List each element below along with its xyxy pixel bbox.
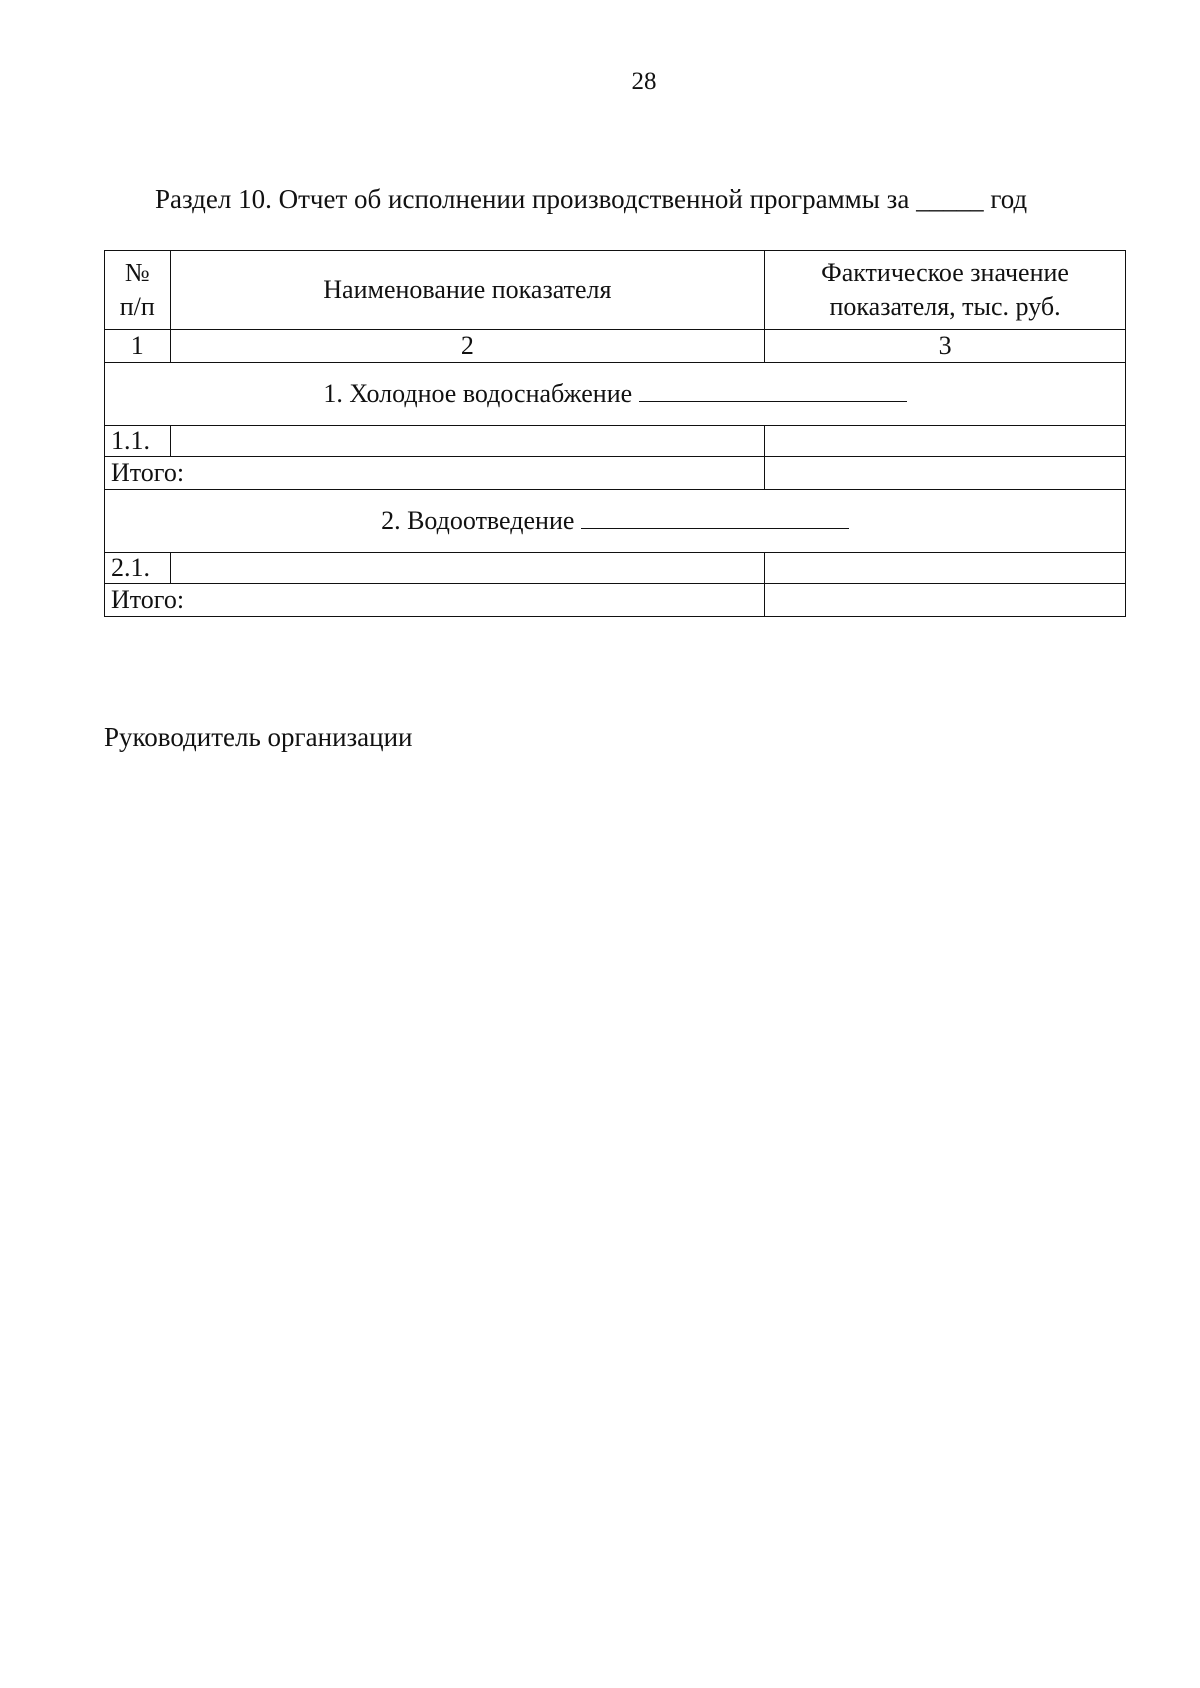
item-number: 2.1. <box>105 553 171 584</box>
section-fill-line[interactable] <box>639 379 907 402</box>
section-fill-line[interactable] <box>581 506 849 529</box>
table-header-row <box>105 251 1126 330</box>
header-actual-value-line2: показателя, тыс. руб. <box>829 292 1061 321</box>
year-blank[interactable]: _____ <box>916 184 984 214</box>
item-name-cell[interactable] <box>170 553 765 584</box>
total-row <box>105 457 1126 490</box>
item-value-cell[interactable] <box>765 426 1126 457</box>
total-label: Итого: <box>105 584 765 617</box>
total-value-cell[interactable] <box>765 584 1126 617</box>
total-label: Итого: <box>105 457 765 490</box>
header-actual-value <box>765 251 1126 330</box>
section-heading-sewerage <box>105 490 1126 553</box>
table-row <box>105 553 1126 584</box>
column-index: 1 <box>105 330 171 363</box>
total-row <box>105 584 1126 617</box>
header-actual-value-line1: Фактическое значение <box>821 258 1069 287</box>
section-heading-text: 2. Водоотведение <box>381 506 575 535</box>
report-table <box>104 250 1126 617</box>
header-number-abbr: п/п <box>119 292 155 321</box>
item-number: 1.1. <box>105 426 171 457</box>
item-value-cell[interactable] <box>765 553 1126 584</box>
column-index: 3 <box>765 330 1126 363</box>
section-title-suffix: год <box>983 184 1028 214</box>
section-heading-cold-water <box>105 363 1126 426</box>
section-heading-row <box>105 363 1126 426</box>
section-title-text: Раздел 10. Отчет об исполнении производственной программы за <box>155 184 917 214</box>
header-indicator-name: Наименование показателя <box>170 251 765 330</box>
table-row <box>105 426 1126 457</box>
section-heading-row <box>105 490 1126 553</box>
signature-label: Руководитель организации <box>104 722 413 752</box>
header-number-sign: № <box>124 258 150 287</box>
section-title <box>155 184 1027 215</box>
total-value-cell[interactable] <box>765 457 1126 490</box>
column-index-row <box>105 330 1126 363</box>
item-name-cell[interactable] <box>170 426 765 457</box>
header-number <box>105 251 171 330</box>
column-index: 2 <box>170 330 765 363</box>
section-heading-text: 1. Холодное водоснабжение <box>323 379 633 408</box>
page-number: 28 <box>631 68 657 95</box>
